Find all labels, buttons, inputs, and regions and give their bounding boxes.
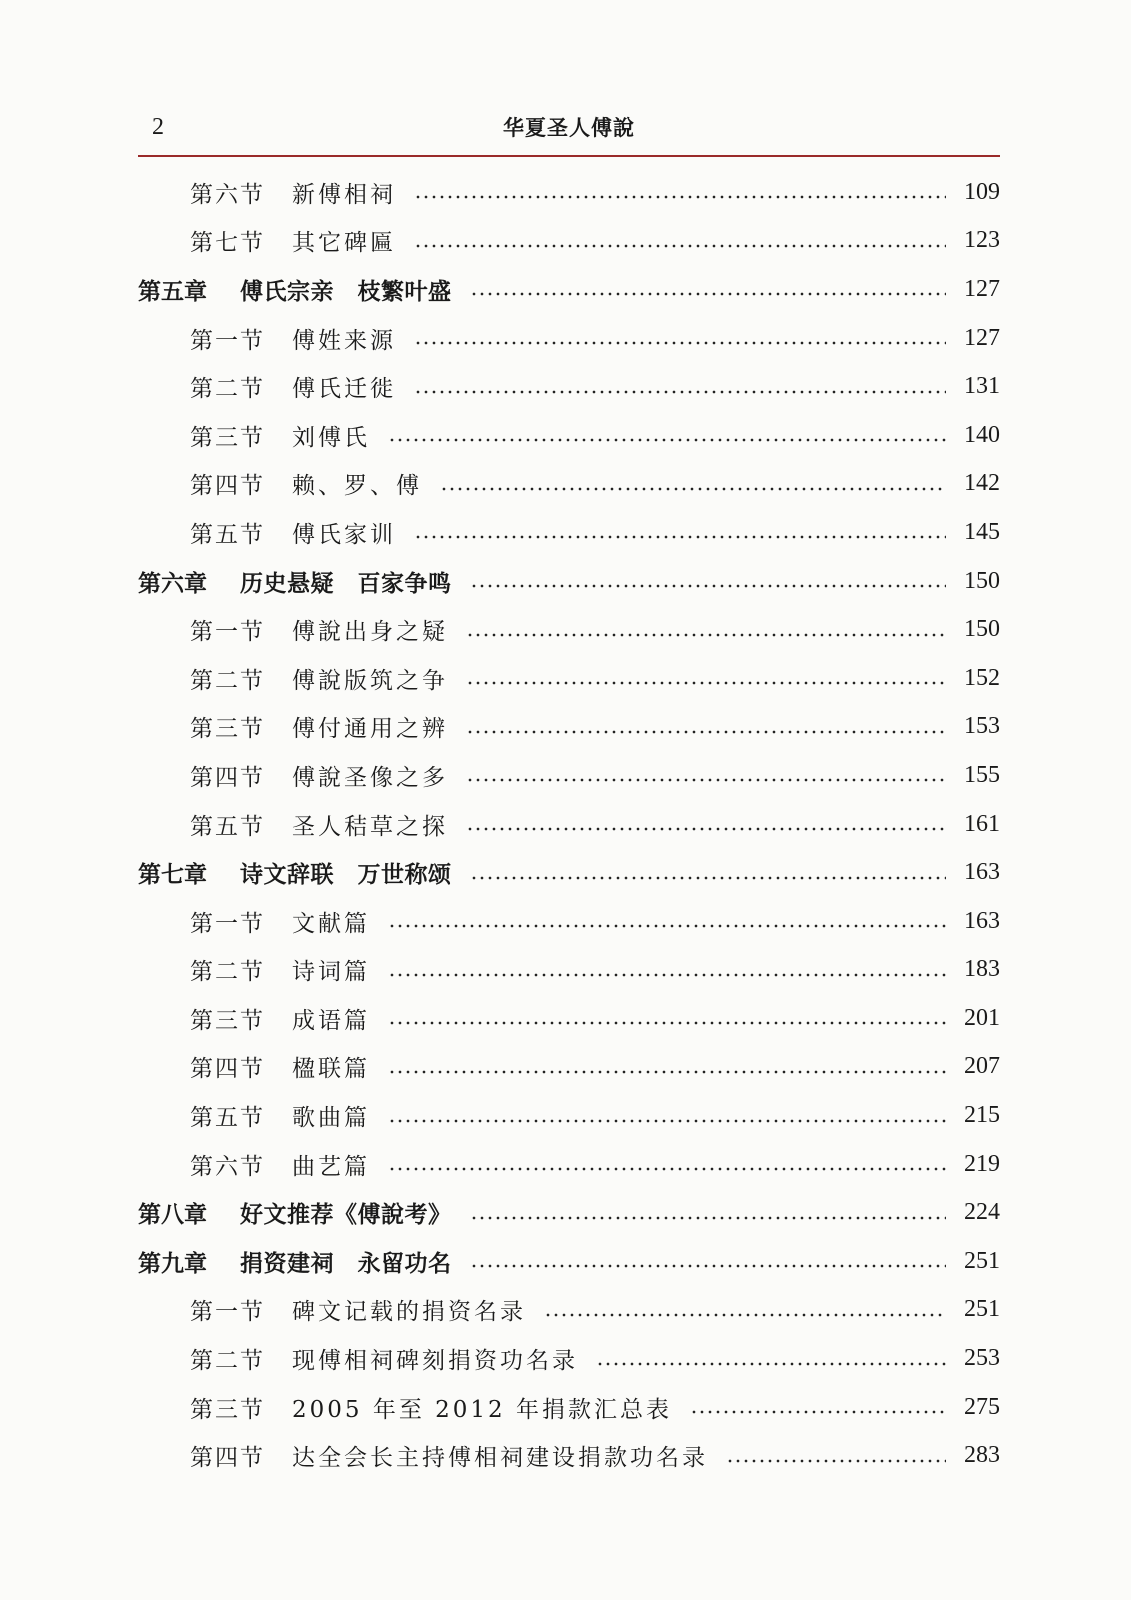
section-title: 歌曲篇 — [292, 1105, 370, 1132]
entry-label — [190, 1148, 370, 1181]
toc-section-entry — [138, 314, 1000, 363]
dot-leader — [388, 438, 946, 442]
dot-leader — [726, 1459, 946, 1463]
page-reference: 127 — [964, 324, 1000, 351]
section-number: 第七节 — [190, 230, 265, 257]
entry-label — [190, 224, 396, 257]
page-reference: 152 — [964, 664, 1000, 691]
section-title: 成语篇 — [292, 1007, 370, 1034]
section-number: 第二节 — [190, 1348, 265, 1375]
section-title: 赖、罗、傅 — [292, 473, 422, 500]
entry-label — [138, 1196, 452, 1229]
toc-section-entry — [138, 994, 1000, 1043]
page-reference: 109 — [964, 178, 1000, 205]
page-reference: 201 — [964, 1004, 1000, 1031]
page-reference: 153 — [964, 713, 1000, 740]
section-number: 第五节 — [190, 521, 265, 548]
dot-leader — [414, 390, 946, 394]
dot-leader — [466, 681, 946, 685]
section-number: 第二节 — [190, 667, 265, 694]
section-title: 傅氏家训 — [292, 521, 396, 548]
dot-leader — [470, 1216, 947, 1220]
section-title: 傅說圣像之多 — [292, 764, 448, 791]
toc-section-entry — [138, 217, 1000, 266]
chapter-number: 第八章 — [138, 1202, 207, 1229]
entry-label — [190, 662, 448, 695]
section-title: 文献篇 — [292, 910, 370, 937]
entry-label — [138, 565, 452, 598]
entry-label — [190, 759, 448, 792]
entry-label — [190, 1293, 526, 1326]
entry-label — [190, 1439, 708, 1472]
section-title: 傅姓来源 — [292, 327, 396, 354]
entry-label — [190, 1391, 672, 1424]
section-number: 第五节 — [190, 813, 265, 840]
dot-leader — [388, 1119, 946, 1123]
page-reference: 163 — [964, 859, 1000, 886]
section-title: 圣人秸草之探 — [292, 813, 448, 840]
page-reference: 251 — [964, 1247, 1000, 1274]
chapter-number: 第九章 — [138, 1250, 207, 1277]
toc-section-entry — [138, 703, 1000, 752]
entry-label — [190, 905, 370, 938]
section-number: 第三节 — [190, 424, 265, 451]
toc-section-entry — [138, 1286, 1000, 1335]
chapter-title: 好文推荐《傅說考》 — [240, 1202, 452, 1229]
page-reference: 251 — [964, 1296, 1000, 1323]
page-reference: 123 — [964, 227, 1000, 254]
section-number: 第一节 — [190, 1299, 265, 1326]
section-number: 第四节 — [190, 764, 265, 791]
section-number: 第一节 — [190, 910, 265, 937]
page-reference: 161 — [964, 810, 1000, 837]
dot-leader — [388, 1167, 946, 1171]
section-number: 第六节 — [190, 181, 265, 208]
dot-leader — [690, 1410, 946, 1414]
toc-section-entry — [138, 1431, 1000, 1480]
entry-label — [190, 370, 396, 403]
chapter-title: 诗文辞联 万世称颂 — [240, 862, 452, 889]
page-reference: 224 — [964, 1199, 1000, 1226]
entry-label — [190, 1002, 370, 1035]
dot-leader — [466, 730, 946, 734]
section-number: 第三节 — [190, 1396, 265, 1423]
page-reference: 150 — [964, 567, 1000, 594]
toc-section-entry — [138, 362, 1000, 411]
section-title: 曲艺篇 — [292, 1153, 370, 1180]
dot-leader — [388, 973, 946, 977]
chapter-title: 历史悬疑 百家争鸣 — [240, 570, 452, 597]
section-title: 其它碑匾 — [292, 230, 396, 257]
dot-leader — [388, 1070, 946, 1074]
page-reference: 207 — [964, 1053, 1000, 1080]
entry-label — [138, 273, 452, 306]
chapter-number: 第七章 — [138, 862, 207, 889]
page-number: 2 — [152, 114, 164, 140]
entry-label — [190, 322, 396, 355]
toc-section-entry — [138, 460, 1000, 509]
page-reference: 142 — [964, 470, 1000, 497]
toc-section-entry — [138, 411, 1000, 460]
toc-section-entry — [138, 1043, 1000, 1092]
dot-leader — [544, 1313, 946, 1317]
section-title: 碑文记载的捐资名录 — [292, 1299, 526, 1326]
dot-leader — [466, 827, 946, 831]
toc-section-entry — [138, 751, 1000, 800]
dot-leader — [596, 1362, 946, 1366]
page-reference: 163 — [964, 907, 1000, 934]
chapter-number: 第六章 — [138, 570, 207, 597]
section-number: 第五节 — [190, 1105, 265, 1132]
book-title: 华夏圣人傅說 — [503, 116, 635, 140]
entry-label — [190, 808, 448, 841]
toc-section-entry — [138, 168, 1000, 217]
dot-leader — [440, 487, 946, 491]
toc-section-entry — [138, 654, 1000, 703]
section-title: 傅說出身之疑 — [292, 619, 448, 646]
section-title: 傅付通用之辨 — [292, 716, 448, 743]
toc-chapter-entry — [138, 848, 1000, 897]
dot-leader — [466, 633, 946, 637]
section-title: 傅氏迁徙 — [292, 376, 396, 403]
toc-section-entry — [138, 605, 1000, 654]
entry-label — [190, 419, 370, 452]
dot-leader — [414, 244, 946, 248]
section-number: 第二节 — [190, 376, 265, 403]
section-title: 达全会长主持傅相祠建设捐款功名录 — [292, 1445, 708, 1472]
entry-label — [190, 467, 422, 500]
section-number: 第一节 — [190, 327, 265, 354]
page-reference: 275 — [964, 1393, 1000, 1420]
section-title: 诗词篇 — [292, 959, 370, 986]
dot-leader — [470, 292, 947, 296]
toc-section-entry — [138, 897, 1000, 946]
dot-leader — [466, 778, 946, 782]
dot-leader — [388, 1021, 946, 1025]
section-number: 第三节 — [190, 716, 265, 743]
entry-label — [138, 1245, 452, 1278]
dot-leader — [414, 195, 946, 199]
entry-label — [190, 953, 370, 986]
entry-label — [190, 176, 396, 209]
running-header — [140, 112, 998, 142]
section-number: 第一节 — [190, 619, 265, 646]
page-reference: 215 — [964, 1102, 1000, 1129]
dot-leader — [414, 341, 946, 345]
toc-section-entry — [138, 1091, 1000, 1140]
section-title: 2005 年至 2012 年捐款汇总表 — [292, 1396, 672, 1423]
toc-section-entry — [138, 1383, 1000, 1432]
entry-label — [190, 1099, 370, 1132]
section-number: 第六节 — [190, 1153, 265, 1180]
page-reference: 283 — [964, 1442, 1000, 1469]
page-reference: 253 — [964, 1345, 1000, 1372]
page-reference: 183 — [964, 956, 1000, 983]
section-number: 第三节 — [190, 1007, 265, 1034]
chapter-title: 傅氏宗亲 枝繁叶盛 — [240, 278, 452, 305]
page-reference: 155 — [964, 761, 1000, 788]
section-number: 第四节 — [190, 473, 265, 500]
page-reference: 127 — [964, 275, 1000, 302]
toc-section-entry — [138, 1140, 1000, 1189]
section-title: 楹联篇 — [292, 1056, 370, 1083]
entry-label — [190, 1050, 370, 1083]
table-of-contents — [138, 168, 1000, 1480]
dot-leader — [470, 1264, 947, 1268]
dot-leader — [470, 876, 947, 880]
toc-chapter-entry — [138, 265, 1000, 314]
page-reference: 145 — [964, 518, 1000, 545]
toc-chapter-entry — [138, 1237, 1000, 1286]
entry-label — [190, 516, 396, 549]
toc-section-entry — [138, 946, 1000, 995]
page-reference: 140 — [964, 421, 1000, 448]
toc-chapter-entry — [138, 557, 1000, 606]
chapter-number: 第五章 — [138, 278, 207, 305]
dot-leader — [470, 584, 947, 588]
entry-label — [190, 710, 448, 743]
section-number: 第四节 — [190, 1445, 265, 1472]
page-reference: 219 — [964, 1150, 1000, 1177]
section-title: 新傅相祠 — [292, 181, 396, 208]
page-reference: 150 — [964, 616, 1000, 643]
toc-section-entry — [138, 1334, 1000, 1383]
entry-label — [190, 1342, 578, 1375]
section-number: 第四节 — [190, 1056, 265, 1083]
section-title: 傅說版筑之争 — [292, 667, 448, 694]
dot-leader — [388, 924, 946, 928]
section-number: 第二节 — [190, 959, 265, 986]
toc-section-entry — [138, 800, 1000, 849]
dot-leader — [414, 535, 946, 539]
toc-section-entry — [138, 508, 1000, 557]
section-title: 现傅相祠碑刻捐资功名录 — [292, 1348, 578, 1375]
chapter-title: 捐资建祠 永留功名 — [240, 1250, 452, 1277]
entry-label — [138, 856, 452, 889]
page-reference: 131 — [964, 373, 1000, 400]
toc-chapter-entry — [138, 1188, 1000, 1237]
section-title: 刘傅氏 — [292, 424, 370, 451]
entry-label — [190, 613, 448, 646]
header-rule — [138, 155, 1000, 157]
